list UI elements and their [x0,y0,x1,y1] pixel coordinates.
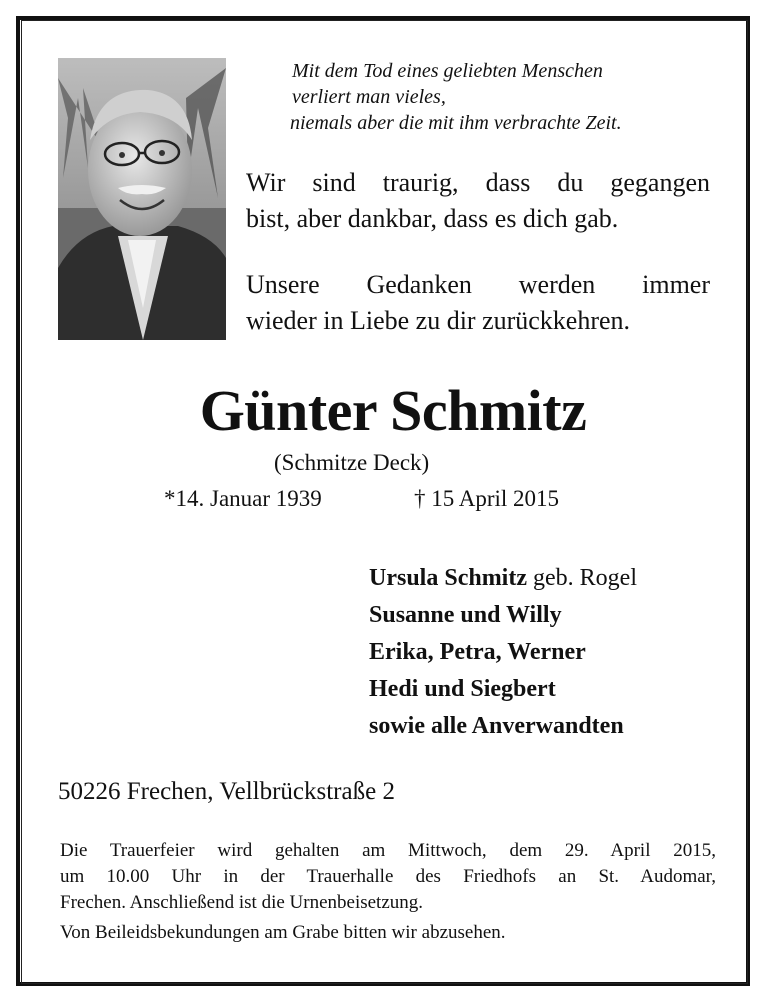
quote-line: Mit dem Tod eines geliebten Menschen [292,60,603,82]
notice-line: um 10.00 Uhr in der Trauerhalle des Friedhofs an St. Audomar, [60,866,716,887]
mourner-entry [369,597,637,634]
quote-line: verliert man vieles, [292,86,446,108]
funeral-notice [60,838,716,946]
mourner-entry [369,671,637,708]
paragraph-sad-grateful [246,165,710,237]
mourner-name: Ursula Schmitz [369,565,527,591]
family-address: 50226 Frechen, Vellbrückstraße 2 [58,778,395,805]
birth-date: *14. Januar 1939 [164,486,322,511]
mourner-entry [369,560,637,597]
notice-line: Die Trauerfeier wird gehalten am Mittwoch, dem 29. April 2015, [60,840,716,861]
quote-line: niemals aber die mit ihm verbrachte Zeit. [290,112,622,134]
paragraph-thoughts [246,267,710,339]
mourner-entry [369,708,637,745]
notice-line: Frechen. Anschließend ist die Urnenbeisetzung. [60,892,424,913]
paragraph-line: Unsere Gedanken werden immer [246,270,710,299]
paragraph-line: wieder in Liebe zu dir zurückkehren. [246,306,631,335]
mourner-name: Susanne und Willy [369,602,562,628]
death-date: † 15 April 2015 [414,486,560,511]
mourner-maiden-name: geb. Rogel [527,565,637,591]
notice-closing: Von Beileidsbekundungen am Grabe bitten wir abzusehen. [60,922,506,943]
paragraph-line: Wir sind traurig, dass du gegangen [246,168,710,197]
deceased-name: Günter Schmitz [199,378,587,443]
paragraph-line: bist, aber dankbar, dass es dich gab. [246,204,619,233]
mourners-list [369,560,637,745]
mourner-name: sowie alle Anverwandten [369,713,624,739]
mourner-name: Erika, Petra, Werner [369,639,586,665]
deceased-nickname: (Schmitze Deck) [274,450,430,475]
mourner-entry [369,634,637,671]
mourner-name: Hedi und Siegbert [369,676,556,702]
portrait-photo [58,58,226,340]
memorial-quote [292,58,712,136]
